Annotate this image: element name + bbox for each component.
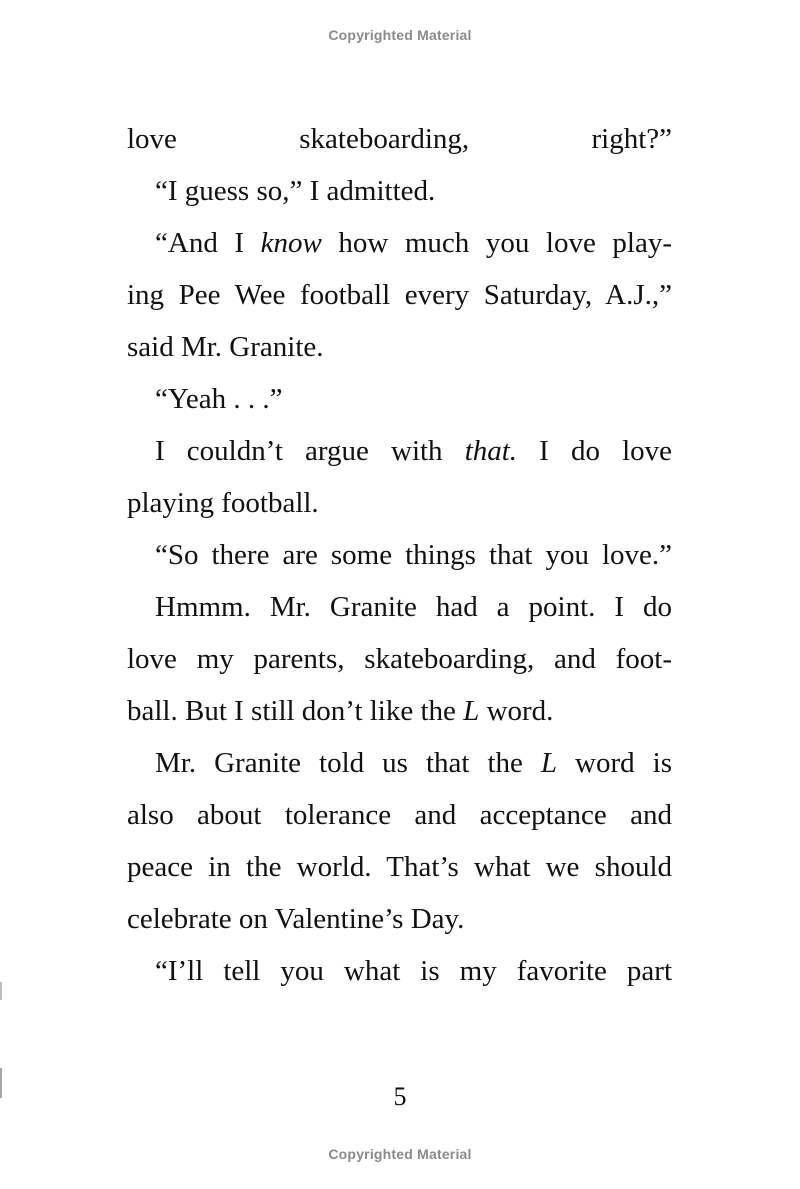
page-body-text <box>127 116 672 1000</box>
emphasis-text: L <box>463 695 480 727</box>
text-line: peace in the world. That’s what we should <box>127 851 672 883</box>
emphasis-text: that. <box>464 435 518 467</box>
page-number: 5 <box>393 1082 407 1111</box>
text-line: “I guess so,” I admitted. <box>155 175 436 207</box>
text-line: “So there are some things that you love.” <box>155 539 672 571</box>
text-line: Mr. Granite told us that the L word is <box>155 747 672 779</box>
text-line: “And I know how much you love play- <box>155 227 672 259</box>
text-line: also about tolerance and acceptance and <box>127 799 672 831</box>
text-line: “Yeah . . .” <box>155 383 283 415</box>
text-line: love my parents, skateboarding, and foot- <box>127 643 672 675</box>
page-edge-mark <box>0 1068 2 1098</box>
text-line: ing Pee Wee football every Saturday, A.J.,” <box>127 279 672 311</box>
copyright-watermark-top: Copyrighted Material <box>328 27 472 43</box>
emphasis-text: L <box>540 747 558 779</box>
copyright-watermark-bottom: Copyrighted Material <box>328 1146 472 1162</box>
text-line: “I’ll tell you what is my favorite part <box>155 955 672 987</box>
text-line: love skateboarding, right?” <box>127 123 672 155</box>
text-line: playing football. <box>127 487 319 519</box>
text-line: said Mr. Granite. <box>127 331 324 363</box>
text-line: Hmmm. Mr. Granite had a point. I do <box>155 591 672 623</box>
page-edge-mark <box>0 982 2 1000</box>
emphasis-text: know <box>260 227 322 259</box>
text-line: I couldn’t argue with that. I do love <box>155 435 672 467</box>
text-line: celebrate on Valentine’s Day. <box>127 903 465 935</box>
text-line: ball. But I still don’t like the L word. <box>127 695 554 727</box>
